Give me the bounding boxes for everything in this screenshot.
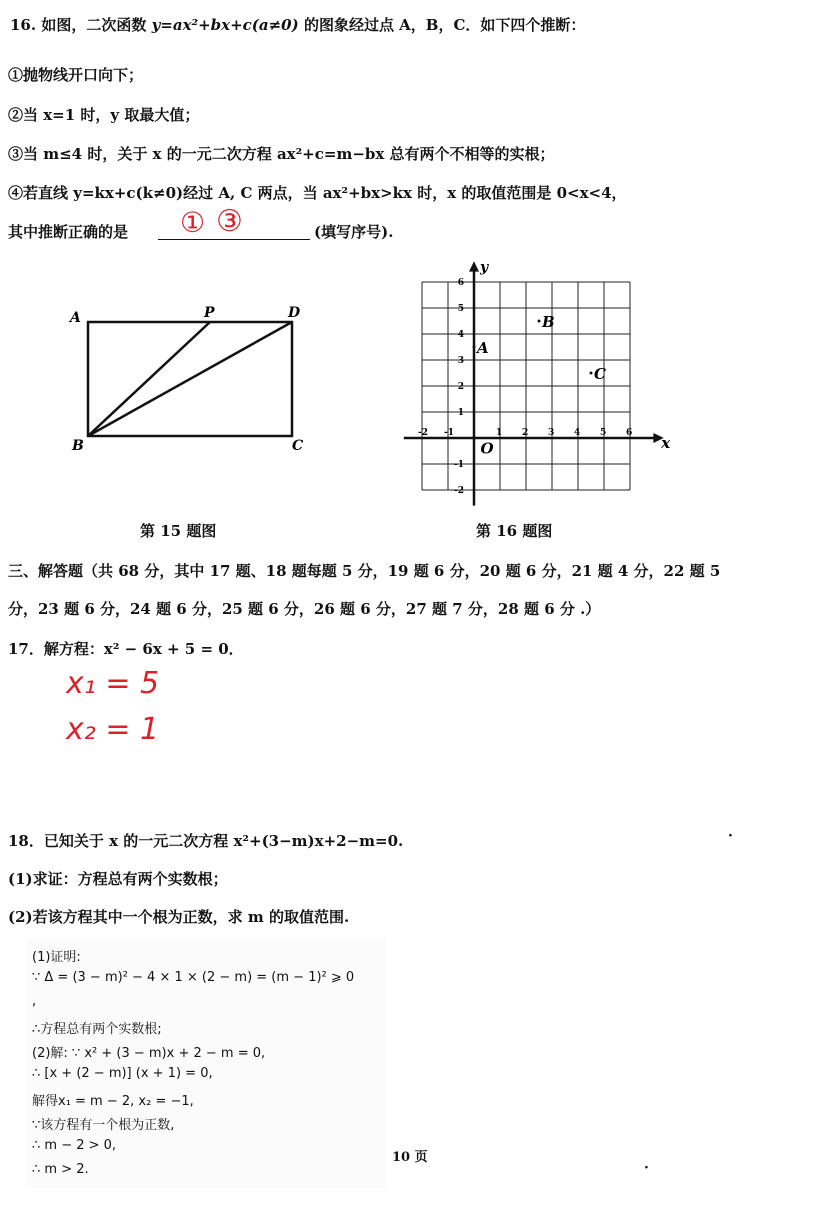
label-a: A: [70, 310, 81, 326]
statement-4: [8, 182, 627, 203]
solution-line: (2)解: ∵ x² + (3 − m)x + 2 − m = 0,: [32, 1046, 266, 1061]
label-c: C: [292, 438, 304, 454]
statement-3: [8, 143, 555, 164]
q18-part2: (2)若该方程其中一个根为正数，求 m 的取值范围.: [8, 908, 350, 926]
y-tick-label: 6: [457, 278, 464, 288]
answer-prompt: [8, 221, 128, 242]
statement-2-text: 当 x=1 时，y 取最大值；: [23, 106, 200, 124]
statement-1-mark: ①: [8, 66, 24, 84]
y-tick-label: 4: [457, 330, 464, 340]
solution-box: [26, 938, 386, 1188]
x-tick-label: 2: [522, 428, 529, 438]
x-tick-label: 1: [496, 428, 503, 438]
statement-3-text: 当 m≤4 时，关于 x 的一元二次方程 ax²+c=m−bx 总有两个不相等的实根；: [23, 145, 555, 163]
statement-4-text: 若直线 y=kx+c(k≠0)经过 A, C 两点，当 ax²+bx>kx 时，x 的取值范围是 0<x<4，: [23, 184, 627, 202]
statement-1: [8, 64, 143, 85]
y-tick-label: 3: [457, 356, 464, 366]
q17-text: 17．解方程：x² − 6x + 5 = 0．: [8, 640, 244, 658]
section3-line2: 分，23 题 6 分，24 题 6 分，25 题 6 分，26 题 6 分，27 题 7 分，28 题 6 分 .）: [8, 600, 601, 618]
stray-dot-2: ·: [644, 1160, 649, 1176]
page-number: 10 页: [392, 1150, 428, 1165]
point-label-c: C: [594, 365, 606, 383]
x-tick-label: 5: [600, 428, 607, 438]
answer-prompt-suffix: (填写序号).: [314, 223, 394, 241]
figure-16-caption: 第 16 题图: [476, 522, 553, 540]
solution-line: ∴ m > 2.: [32, 1162, 89, 1177]
q16-prefix: 16. 如图，二次函数: [10, 16, 147, 34]
y-tick-label: 2: [457, 382, 464, 392]
statement-4-mark: ④: [8, 184, 24, 202]
q16-text: [10, 14, 585, 35]
statement-2-mark: ②: [8, 106, 24, 124]
solution-line: ,: [32, 994, 37, 1009]
answer-blank-line: [158, 239, 310, 240]
solution-line: ∵该方程有一个根为正数,: [32, 1118, 175, 1133]
point-label-b: B: [542, 313, 555, 331]
handwritten-answer-1: ①: [180, 206, 206, 239]
x-tick-label: 6: [626, 428, 633, 438]
handwritten-answer-2: ③: [216, 204, 243, 239]
figure-15: [60, 296, 320, 466]
y-axis-arrow: [469, 261, 479, 271]
stray-dot: ·: [728, 828, 733, 844]
q18-part1: (1)求证：方程总有两个实数根；: [8, 870, 228, 888]
q16-suffix: 的图象经过点 A，B，C．如下四个推断：: [303, 16, 586, 34]
y-tick-label: -2: [454, 486, 464, 496]
x-tick-label: -2: [418, 428, 428, 438]
solution-line: (1)证明:: [32, 950, 81, 965]
solution-line: 解得x₁ = m − 2, x₂ = −1,: [32, 1094, 194, 1109]
label-p: P: [204, 305, 215, 321]
label-b: B: [72, 438, 84, 454]
q18-text: 18．已知关于 x 的一元二次方程 x²+(3−m)x+2−m=0.: [8, 832, 404, 850]
q17-handwritten-1: x₁ = 5: [66, 666, 160, 701]
y-tick-label: -1: [454, 460, 464, 470]
solution-line: ∵ Δ = (3 − m)² − 4 × 1 × (2 − m) = (m − 1)² ⩾ 0: [32, 970, 355, 985]
figure-16: [398, 259, 671, 502]
q17-handwritten-2: x₂ = 1: [66, 712, 160, 747]
x-tick-label: 4: [574, 428, 581, 438]
label-d: D: [288, 305, 301, 321]
point-a: [473, 346, 476, 349]
y-tick-label: 1: [457, 408, 464, 418]
statement-3-mark: ③: [8, 145, 24, 163]
solution-line: ∴方程总有两个实数根;: [32, 1022, 162, 1037]
solution-line: ∴ [x + (2 − m)] (x + 1) = 0,: [32, 1066, 213, 1081]
x-axis-label: x: [661, 434, 671, 452]
q16-formula: y=ax²+bx+c(a≠0): [151, 16, 299, 34]
y-tick-label: 5: [457, 304, 464, 314]
origin-label: O: [480, 439, 494, 458]
point-c: [590, 372, 593, 375]
point-label-a: A: [477, 339, 489, 357]
point-b: [538, 320, 541, 323]
answer-prompt-text: 其中推断正确的是: [8, 223, 129, 241]
figure-15-caption: 第 15 题图: [140, 522, 217, 540]
solution-line: ∴ m − 2 > 0,: [32, 1138, 117, 1153]
x-tick-label: -1: [444, 428, 454, 438]
statement-2: [8, 104, 199, 125]
x-tick-label: 3: [548, 428, 555, 438]
section3-line1: 三、解答题（共 68 分，其中 17 题、18 题每题 5 分，19 题 6 分，20 题 6 分，21 题 4 分，22 题 5: [8, 562, 721, 580]
statement-1-text: 抛物线开口向下；: [23, 66, 144, 84]
y-axis-label: y: [480, 259, 489, 276]
